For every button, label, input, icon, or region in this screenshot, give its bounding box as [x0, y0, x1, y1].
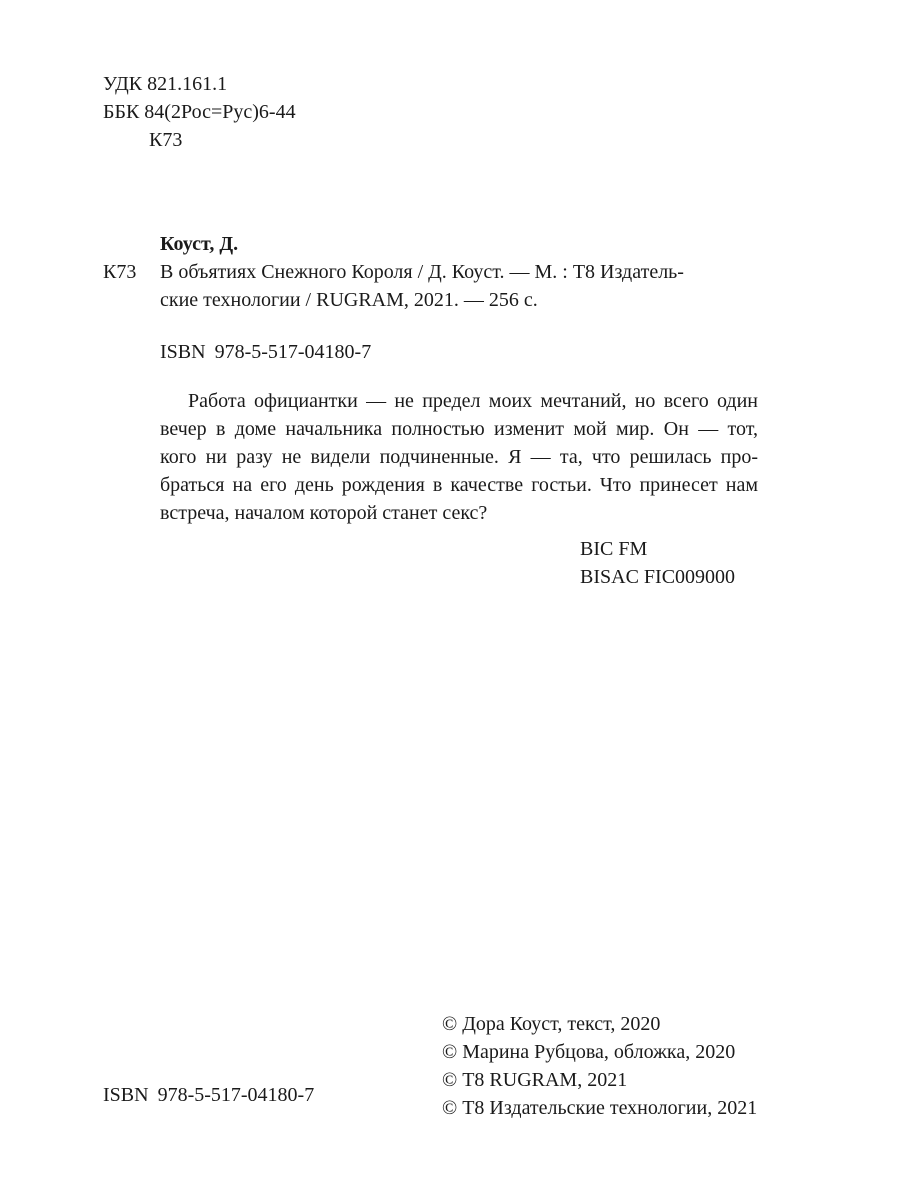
bic-code: BIC FM — [580, 538, 648, 560]
annotation-line: кого ни разу не видели подчиненные. Я — та, что решилась про- — [160, 446, 758, 468]
copyright-line: © Марина Рубцова, обложка, 2020 — [442, 1041, 736, 1063]
bisac-code: BISAC FIC009000 — [580, 566, 736, 588]
bibliographic-description — [160, 258, 760, 314]
author-mark: К73 — [149, 129, 183, 151]
copyright-line: © Дора Коуст, текст, 2020 — [442, 1013, 661, 1035]
copyright-line: © Т8 RUGRAM, 2021 — [442, 1069, 628, 1091]
bibliographic-line-2: ские технологии / RUGRAM, 2021. — 256 с. — [160, 289, 538, 311]
bibliographic-line-1: В объятиях Снежного Короля / Д. Коуст. — М. : Т8 Издатель- — [160, 261, 684, 283]
side-author-mark: К73 — [103, 261, 137, 283]
annotation-line: Работа официантки — не предел моих мечтаний, но всего один — [188, 390, 758, 412]
copyright-line: © Т8 Издательские технологии, 2021 — [442, 1097, 758, 1119]
udk-code: УДК 821.161.1 — [103, 73, 228, 95]
isbn-footer: ISBN 978-5-517-04180-7 — [103, 1084, 315, 1106]
subject-codes — [580, 535, 735, 591]
annotation-line: встреча, началом которой станет секс? — [160, 502, 488, 524]
classification-block — [103, 70, 296, 154]
copyright-block — [442, 1010, 757, 1122]
author-heading: Коуст, Д. — [160, 233, 239, 255]
annotation-line: вечер в доме начальника полностью изменит мой мир. Он — тот, — [160, 418, 758, 440]
bbk-code: ББК 84(2Рос=Рус)6-44 — [103, 101, 296, 123]
annotation-line: браться на его день рождения в качестве гостьи. Что принесет нам — [160, 474, 758, 496]
annotation — [160, 387, 758, 527]
isbn-main: ISBN 978-5-517-04180-7 — [160, 341, 372, 363]
